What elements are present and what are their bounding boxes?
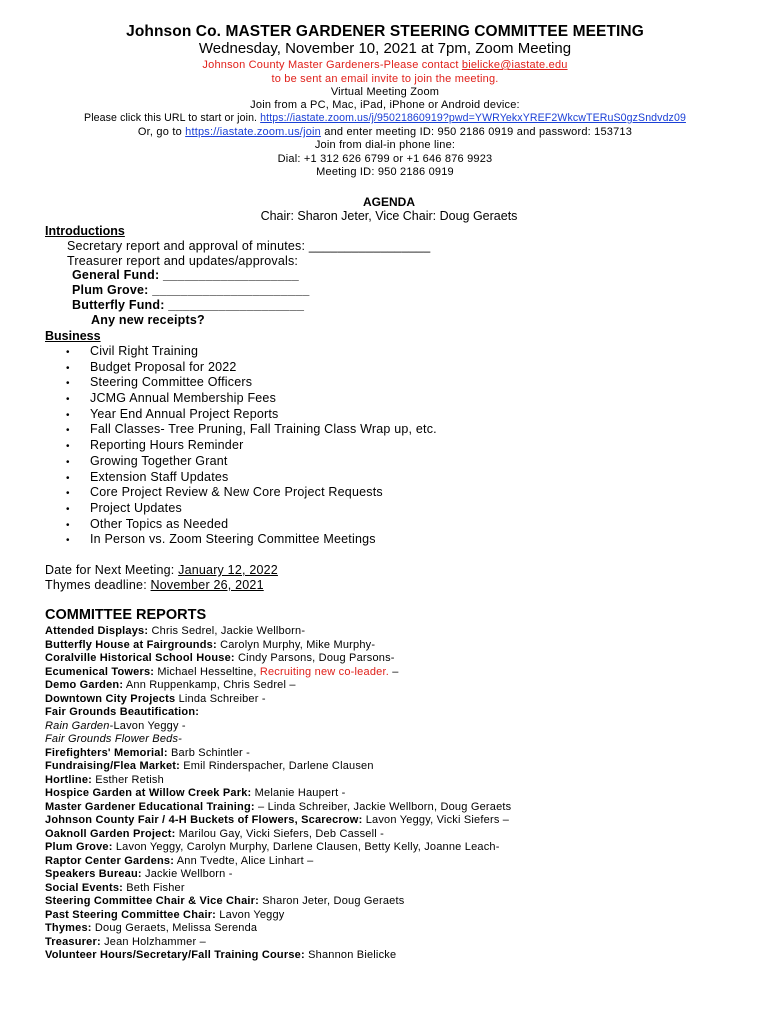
- report-label: Firefighters' Memorial:: [45, 746, 168, 759]
- next-meeting-date: January 12, 2022: [178, 563, 278, 577]
- meeting-id: Meeting ID: 950 2186 0919: [316, 166, 454, 178]
- bullet-icon: •: [66, 488, 70, 500]
- meeting-date-subtitle: Wednesday, November 10, 2021 at 7pm, Zoom Meeting: [198, 40, 572, 57]
- business-item-text: Project Updates: [90, 500, 182, 515]
- zoom-meeting-link[interactable]: https://iastate.zoom.us/j/95021860919?pwd=YWRYekxYREF2WkcwTERuS0gzSndvdz09: [260, 112, 686, 124]
- treasurer-report: Treasurer report and updates/approvals:: [67, 254, 299, 268]
- business-item-text: JCMG Annual Membership Fees: [90, 391, 277, 406]
- committee-report-item: [45, 706, 511, 720]
- committee-report-item: [45, 693, 511, 707]
- report-label: Plum Grove:: [45, 841, 113, 853]
- business-item: [66, 517, 437, 533]
- bullet-icon: •: [66, 519, 70, 531]
- report-value: Marilou Gay, Vicki Siefers, Deb Cassell -: [175, 827, 385, 840]
- bullet-icon: •: [66, 535, 70, 547]
- business-item: [66, 344, 437, 360]
- report-value: Lavon Yeggy, Vicki Siefers –: [362, 814, 510, 826]
- report-label: Fair Grounds Flower Beds-: [45, 733, 183, 745]
- business-item-text: Core Project Review & New Core Project Requests: [90, 485, 383, 500]
- committee-report-item: [45, 679, 511, 693]
- report-label: Speakers Bureau:: [45, 868, 142, 880]
- report-value: Carolyn Murphy, Mike Murphy-: [216, 638, 376, 651]
- secretary-report: Secretary report and approval of minutes: _________________: [67, 239, 431, 253]
- report-value: Sharon Jeter, Doug Geraets: [259, 895, 405, 907]
- committee-report-item: [45, 895, 511, 909]
- report-label: Social Events:: [45, 881, 123, 894]
- agenda-heading: AGENDA: [362, 195, 415, 209]
- report-value: Jackie Wellborn -: [141, 868, 233, 880]
- business-item: [66, 360, 437, 376]
- plum-grove-fund: Plum Grove: ______________________: [72, 283, 310, 297]
- introductions-heading: Introductions: [45, 224, 125, 238]
- bullet-icon: •: [66, 347, 70, 358]
- report-value: Chris Sedrel, Jackie Wellborn-: [148, 625, 306, 637]
- join-devices-text: Join from a PC, Mac, iPad, iPhone or Android device:: [250, 99, 520, 111]
- bullet-icon: •: [66, 503, 70, 515]
- general-fund: General Fund: ___________________: [72, 268, 299, 282]
- committee-report-item: [45, 936, 511, 950]
- bullet-icon: •: [66, 394, 70, 406]
- committee-report-item: [45, 733, 511, 747]
- committee-report-item: [45, 828, 511, 842]
- report-label: Rain Garden: [45, 719, 110, 732]
- dialin-heading: Join from dial-in phone line:: [314, 139, 456, 151]
- business-item: [66, 501, 437, 517]
- report-value: Melanie Haupert -: [251, 787, 346, 799]
- committee-reports-list: [45, 625, 511, 963]
- bullet-icon: •: [66, 441, 70, 453]
- business-item-text: Civil Right Training: [90, 344, 199, 358]
- report-label: Past Steering Committee Chair:: [45, 908, 217, 921]
- business-item-text: In Person vs. Zoom Steering Committee Meetings: [90, 532, 376, 547]
- business-item: [66, 485, 437, 501]
- report-value: Esther Retish: [92, 773, 164, 786]
- committee-report-item: [45, 760, 511, 774]
- business-item-text: Budget Proposal for 2022: [90, 359, 237, 374]
- bullet-icon: •: [66, 378, 70, 390]
- business-item: [66, 407, 437, 423]
- report-label: Downtown City Projects: [45, 692, 176, 705]
- virtual-meeting-label: Virtual Meeting Zoom: [330, 86, 440, 98]
- business-item: [66, 422, 437, 438]
- business-list: [66, 344, 437, 548]
- report-value: Michael Hesseltine,: [154, 665, 260, 678]
- committee-report-item: [45, 639, 511, 653]
- business-item: [66, 438, 437, 454]
- report-label: Fundraising/Flea Market:: [45, 760, 180, 772]
- report-value: Beth Fisher: [123, 881, 185, 894]
- committee-report-item: [45, 652, 511, 666]
- committee-report-item: [45, 841, 511, 855]
- committee-report-item: [45, 909, 511, 923]
- business-item: [66, 470, 437, 486]
- zoom-join-link[interactable]: https://iastate.zoom.us/join: [185, 126, 321, 138]
- bullet-icon: •: [66, 472, 70, 484]
- committee-report-item: [45, 801, 511, 815]
- business-item-text: Fall Classes- Tree Pruning, Fall Training Class Wrap up, etc.: [90, 422, 437, 437]
- bullet-icon: •: [66, 425, 70, 437]
- report-value: Doug Geraets, Melissa Serenda: [91, 922, 258, 934]
- report-label: Oaknoll Garden Project:: [45, 827, 176, 840]
- committee-report-item: [45, 868, 511, 882]
- contact-text: Johnson County Master Gardeners-Please contact: [202, 59, 462, 71]
- url-prefix: Please click this URL to start or join.: [84, 112, 261, 124]
- report-label: Hortline:: [45, 773, 93, 786]
- report-label: Attended Displays:: [45, 625, 149, 637]
- business-item: [66, 391, 437, 407]
- report-value: Lavon Yeggy: [216, 908, 285, 921]
- committee-report-item: [45, 882, 511, 896]
- report-value: Cindy Parsons, Doug Parsons-: [234, 652, 395, 664]
- report-label: Steering Committee Chair & Vice Chair:: [45, 895, 260, 907]
- next-meeting-label: Date for Next Meeting:: [45, 563, 179, 577]
- goto-prefix: Or, go to: [137, 126, 186, 138]
- committee-report-item: [45, 855, 511, 869]
- committee-report-item: [45, 666, 511, 680]
- report-value: Emil Rinderspacher, Darlene Clausen: [180, 760, 374, 772]
- report-value: Shannon Bielicke: [304, 949, 397, 961]
- bullet-icon: •: [66, 456, 70, 468]
- contact-email-link[interactable]: bielicke@iastate.edu: [461, 59, 568, 71]
- committee-report-item: [45, 774, 511, 788]
- contact-line-2: to be sent an email invite to join the meeting.: [271, 73, 499, 85]
- committee-reports-title: COMMITTEE REPORTS: [45, 607, 207, 623]
- business-item-text: Year End Annual Project Reports: [90, 406, 279, 421]
- chairs-line: Chair: Sharon Jeter, Vice Chair: Doug Geraets: [260, 209, 518, 223]
- committee-report-item: [45, 814, 511, 828]
- report-label: Thymes:: [45, 922, 92, 934]
- report-value-suffix: –: [388, 665, 399, 678]
- thymes-label: Thymes deadline:: [45, 578, 151, 592]
- report-value: Lavon Yeggy, Carolyn Murphy, Darlene Clausen, Betty Kelly, Joanne Leach-: [112, 841, 500, 853]
- report-label: Treasurer:: [45, 935, 101, 948]
- thymes-date: November 26, 2021: [150, 578, 264, 592]
- business-item-text: Extension Staff Updates: [90, 469, 229, 484]
- report-label: Johnson County Fair / 4-H Buckets of Flowers, Scarecrow:: [45, 814, 363, 826]
- report-label: Ecumenical Towers:: [45, 665, 155, 678]
- report-value: Linda Schreiber -: [175, 692, 266, 705]
- contact-line: [0, 59, 770, 72]
- goto-suffix: and enter meeting ID: 950 2186 0919 and password: 153713: [321, 126, 633, 138]
- report-label: Fair Grounds Beautification:: [45, 706, 200, 718]
- business-item-text: Steering Committee Officers: [90, 375, 253, 390]
- report-note-red: Recruiting new co-leader.: [259, 665, 389, 678]
- butterfly-fund: Butterfly Fund: ___________________: [72, 298, 305, 312]
- committee-report-item: [45, 787, 511, 801]
- report-value: -Lavon Yeggy -: [109, 719, 186, 732]
- bullet-icon: •: [66, 409, 70, 421]
- committee-report-item: [45, 720, 511, 734]
- next-meeting-line: [45, 563, 278, 577]
- business-item: [66, 454, 437, 470]
- goto-line: [0, 126, 770, 139]
- business-item-text: Growing Together Grant: [90, 453, 228, 468]
- report-label: Hospice Garden at Willow Creek Park:: [45, 787, 252, 799]
- bullet-icon: •: [66, 362, 70, 374]
- zoom-url-line: [0, 112, 770, 125]
- committee-report-item: [45, 949, 511, 963]
- report-value: Ann Ruppenkamp, Chris Sedrel –: [123, 679, 296, 691]
- report-label: Coralville Historical School House:: [45, 652, 235, 664]
- business-item: [66, 375, 437, 391]
- report-label: Master Gardener Educational Training:: [45, 800, 255, 813]
- committee-report-item: [45, 747, 511, 761]
- report-label: Raptor Center Gardens:: [45, 854, 175, 867]
- report-value: Ann Tvedte, Alice Linhart –: [174, 854, 314, 867]
- report-value: – Linda Schreiber, Jackie Wellborn, Doug Geraets: [254, 800, 512, 813]
- report-value: Jean Holzhammer –: [100, 935, 206, 948]
- business-item-text: Reporting Hours Reminder: [90, 438, 244, 453]
- report-value: Barb Schintler -: [167, 746, 251, 759]
- report-label: Demo Garden:: [45, 679, 124, 691]
- committee-report-item: [45, 922, 511, 936]
- business-item-text: Other Topics as Needed: [90, 516, 229, 531]
- business-heading: Business: [45, 329, 101, 343]
- committee-report-item: [45, 625, 511, 639]
- dial-numbers: Dial: +1 312 626 6799 or +1 646 876 9923: [277, 153, 493, 165]
- page-title: Johnson Co. MASTER GARDENER STEERING COMMITTEE MEETING: [126, 23, 644, 40]
- report-label: Volunteer Hours/Secretary/Fall Training Course:: [45, 949, 305, 961]
- business-item: [66, 532, 437, 548]
- report-label: Butterfly House at Fairgrounds:: [45, 638, 217, 651]
- new-receipts: Any new receipts?: [91, 313, 205, 327]
- thymes-deadline-line: [45, 578, 264, 592]
